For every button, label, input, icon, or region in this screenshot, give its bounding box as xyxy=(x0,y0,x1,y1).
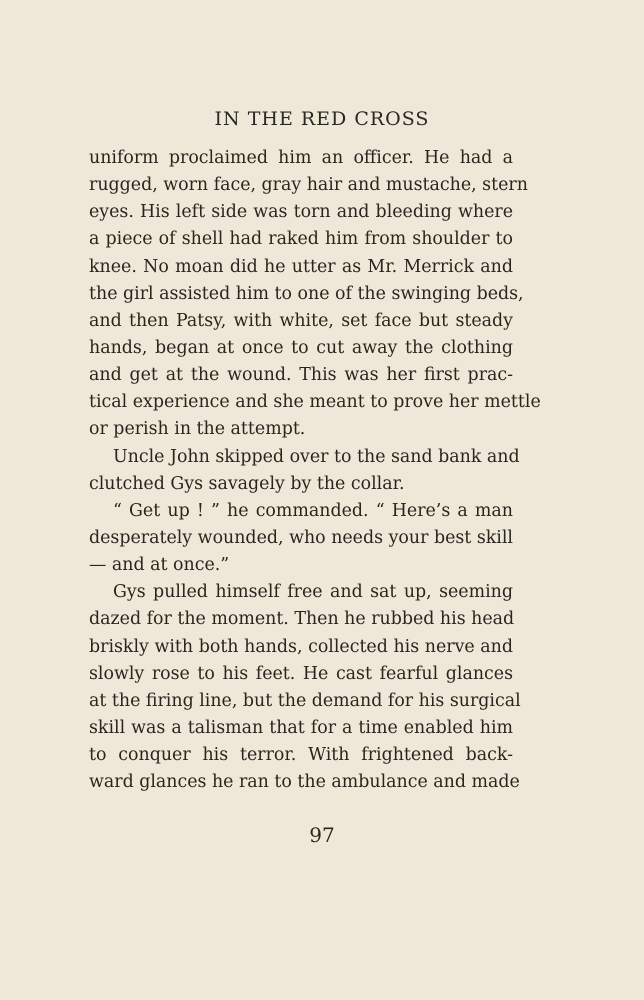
text-line: tical experience and she meant to prove her mettle xyxy=(89,392,541,413)
page-number: 97 xyxy=(309,823,335,847)
running-header: IN THE RED CROSS xyxy=(214,108,430,130)
text-line: uniform proclaimed him an officer. He had a xyxy=(89,148,513,168)
text-line: hands, began at once to cut away the clothing xyxy=(89,337,513,358)
text-line: and get at the wound. This was her first prac- xyxy=(89,365,513,386)
text-line: dazed for the moment. Then he rubbed his head xyxy=(89,609,515,630)
text-line: Uncle John skipped over to the sand bank and xyxy=(113,446,520,467)
text-line: at the firing line, but the demand for his surgical xyxy=(89,690,521,711)
text-line: rugged, worn face, gray hair and mustache, stern xyxy=(89,175,528,196)
text-line: desperately wounded, who needs your best skill xyxy=(89,527,513,548)
text-line: or perish in the attempt. xyxy=(89,419,306,440)
text-line: — and at once.” xyxy=(89,555,230,576)
text-line: slowly rose to his feet. He cast fearful glances xyxy=(89,663,513,684)
text-line: skill was a talisman that for a time enabled him xyxy=(89,717,513,738)
text-line: Gys pulled himself free and sat up, seeming xyxy=(113,582,513,603)
text-line: eyes. His left side was torn and bleeding where xyxy=(89,202,513,223)
text-line: and then Patsy, with white, set face but steady xyxy=(89,310,513,331)
text-line: a piece of shell had raked him from shoulder to xyxy=(89,229,513,250)
text-line: to conquer his terror. With frightened back- xyxy=(89,745,513,766)
body-text xyxy=(89,145,541,796)
text-line: knee. No moan did he utter as Mr. Merrick and xyxy=(89,256,513,277)
text-line: ward glances he ran to the ambulance and made xyxy=(89,772,520,793)
text-line: “ Get up ! ” he commanded. “ Here’s a man xyxy=(113,500,513,521)
text-line: the girl assisted him to one of the swinging beds, xyxy=(89,283,524,304)
text-line: clutched Gys savagely by the collar. xyxy=(89,473,405,494)
text-line: briskly with both hands, collected his nerve and xyxy=(89,636,513,657)
